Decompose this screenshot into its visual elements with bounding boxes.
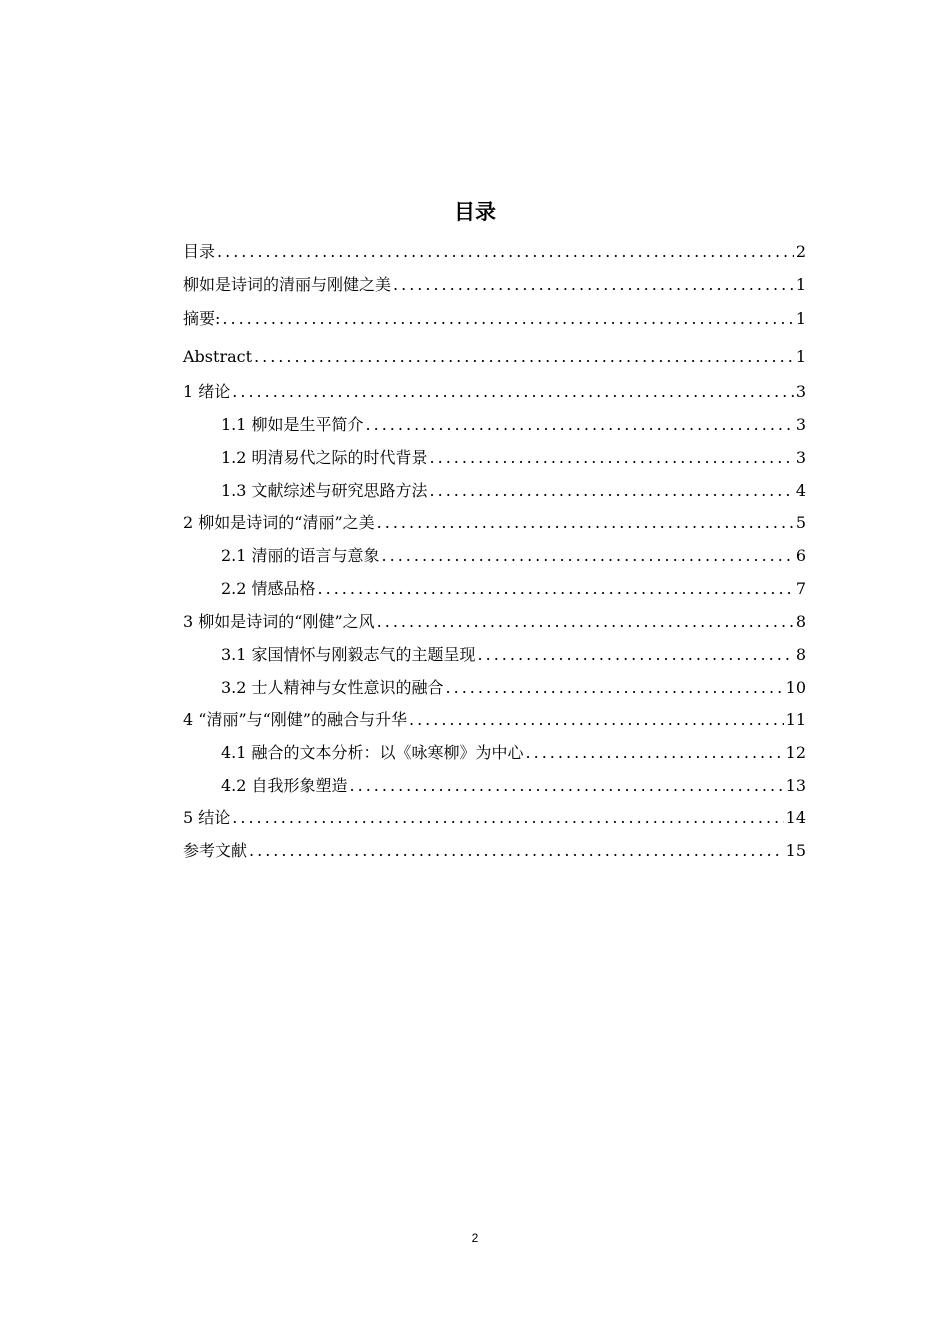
toc-entry-label: 1.2 明清易代之际的时代背景: [221, 448, 428, 467]
toc-entry-label: 参考文献: [183, 841, 248, 860]
toc-entry[interactable]: [183, 608, 806, 632]
toc-entry-page: 1: [795, 347, 806, 366]
leader-dots: [232, 382, 794, 402]
toc-entry[interactable]: [183, 477, 806, 501]
leader-dots: [366, 415, 794, 435]
toc-entry-label: 2.1 清丽的语言与意象: [221, 546, 380, 565]
toc-entry-page: 12: [785, 743, 806, 762]
leader-dots: [377, 513, 794, 533]
toc-entry-label: Abstract: [183, 347, 253, 366]
toc-entry-label: 4 “清丽”与“刚健”的融合与升华: [183, 710, 407, 729]
leader-dots: [249, 841, 784, 861]
toc-entry[interactable]: [183, 641, 806, 665]
toc-entry-label: 5 结论: [183, 808, 231, 827]
toc-entry[interactable]: [183, 411, 806, 435]
toc-entry[interactable]: [183, 804, 806, 828]
toc-entry-page: 1: [795, 275, 806, 294]
toc-entry[interactable]: [183, 238, 806, 262]
toc-entry-page: 4: [795, 481, 806, 500]
leader-dots: [478, 645, 794, 665]
toc-entry-page: 7: [795, 579, 806, 598]
toc-entry-page: 13: [785, 776, 806, 795]
toc-entry-page: 3: [795, 448, 806, 467]
toc-entry[interactable]: [183, 378, 806, 402]
toc-entry-label: 摘要:: [183, 309, 221, 328]
toc-entry-label: 3 柳如是诗词的“刚健”之风: [183, 612, 375, 631]
toc-entry[interactable]: [183, 509, 806, 533]
leader-dots: [350, 776, 784, 796]
toc-entry[interactable]: [183, 343, 806, 367]
leader-dots: [232, 808, 783, 828]
toc-entry[interactable]: [183, 305, 806, 329]
toc-entry-label: 3.1 家国情怀与刚毅志气的主题呈现: [221, 645, 476, 664]
toc-entry[interactable]: [183, 542, 806, 566]
toc-entry-label: 2.2 情感品格: [221, 579, 316, 598]
toc-entry-page: 8: [795, 612, 806, 631]
toc-entry-label: 2 柳如是诗词的“清丽”之美: [183, 513, 375, 532]
toc-entry-page: 3: [795, 382, 806, 401]
leader-dots: [318, 579, 794, 599]
toc-entry[interactable]: [183, 674, 806, 698]
toc-entry[interactable]: [183, 739, 806, 763]
toc-entry-page: 14: [785, 808, 806, 827]
toc-entry[interactable]: [183, 444, 806, 468]
leader-dots: [409, 710, 784, 730]
leader-dots: [254, 347, 794, 367]
toc-entry[interactable]: [183, 271, 806, 295]
leader-dots: [393, 275, 794, 295]
toc-heading: 目录: [454, 200, 496, 224]
toc-entry-page: 15: [785, 841, 806, 860]
toc-entry-label: 3.2 士人精神与女性意识的融合: [221, 678, 444, 697]
toc-entry[interactable]: [183, 706, 806, 730]
toc-entry[interactable]: [183, 575, 806, 599]
toc-entry-label: 1.1 柳如是生平简介: [221, 415, 364, 434]
leader-dots: [217, 242, 794, 262]
toc-entry[interactable]: [183, 837, 806, 861]
toc-entry-label: 4.1 融合的文本分析：以《咏寒柳》为中心: [221, 743, 524, 762]
leader-dots: [382, 546, 794, 566]
toc-entry-page: 5: [795, 513, 806, 532]
toc-entry-page: 2: [795, 242, 806, 261]
leader-dots: [377, 612, 794, 632]
page-number: 2: [471, 1231, 479, 1245]
leader-dots: [526, 743, 784, 763]
toc-entry-page: 10: [785, 678, 806, 697]
leader-dots: [446, 678, 784, 698]
toc-entry-page: 6: [795, 546, 806, 565]
toc-entry-label: 目录: [183, 242, 216, 261]
toc-entry-page: 11: [785, 710, 806, 729]
toc-entry-label: 1.3 文献综述与研究思路方法: [221, 481, 428, 500]
leader-dots: [430, 481, 794, 501]
toc-entry-label: 1 绪论: [183, 382, 231, 401]
toc-entry-page: 8: [795, 645, 806, 664]
leader-dots: [430, 448, 794, 468]
toc-entry-label: 柳如是诗词的清丽与刚健之美: [183, 275, 392, 294]
toc-entry[interactable]: [183, 772, 806, 796]
leader-dots: [222, 309, 793, 329]
toc-entry-page: 1: [795, 309, 806, 328]
toc-entry-page: 3: [795, 415, 806, 434]
toc-entry-label: 4.2 自我形象塑造: [221, 776, 348, 795]
